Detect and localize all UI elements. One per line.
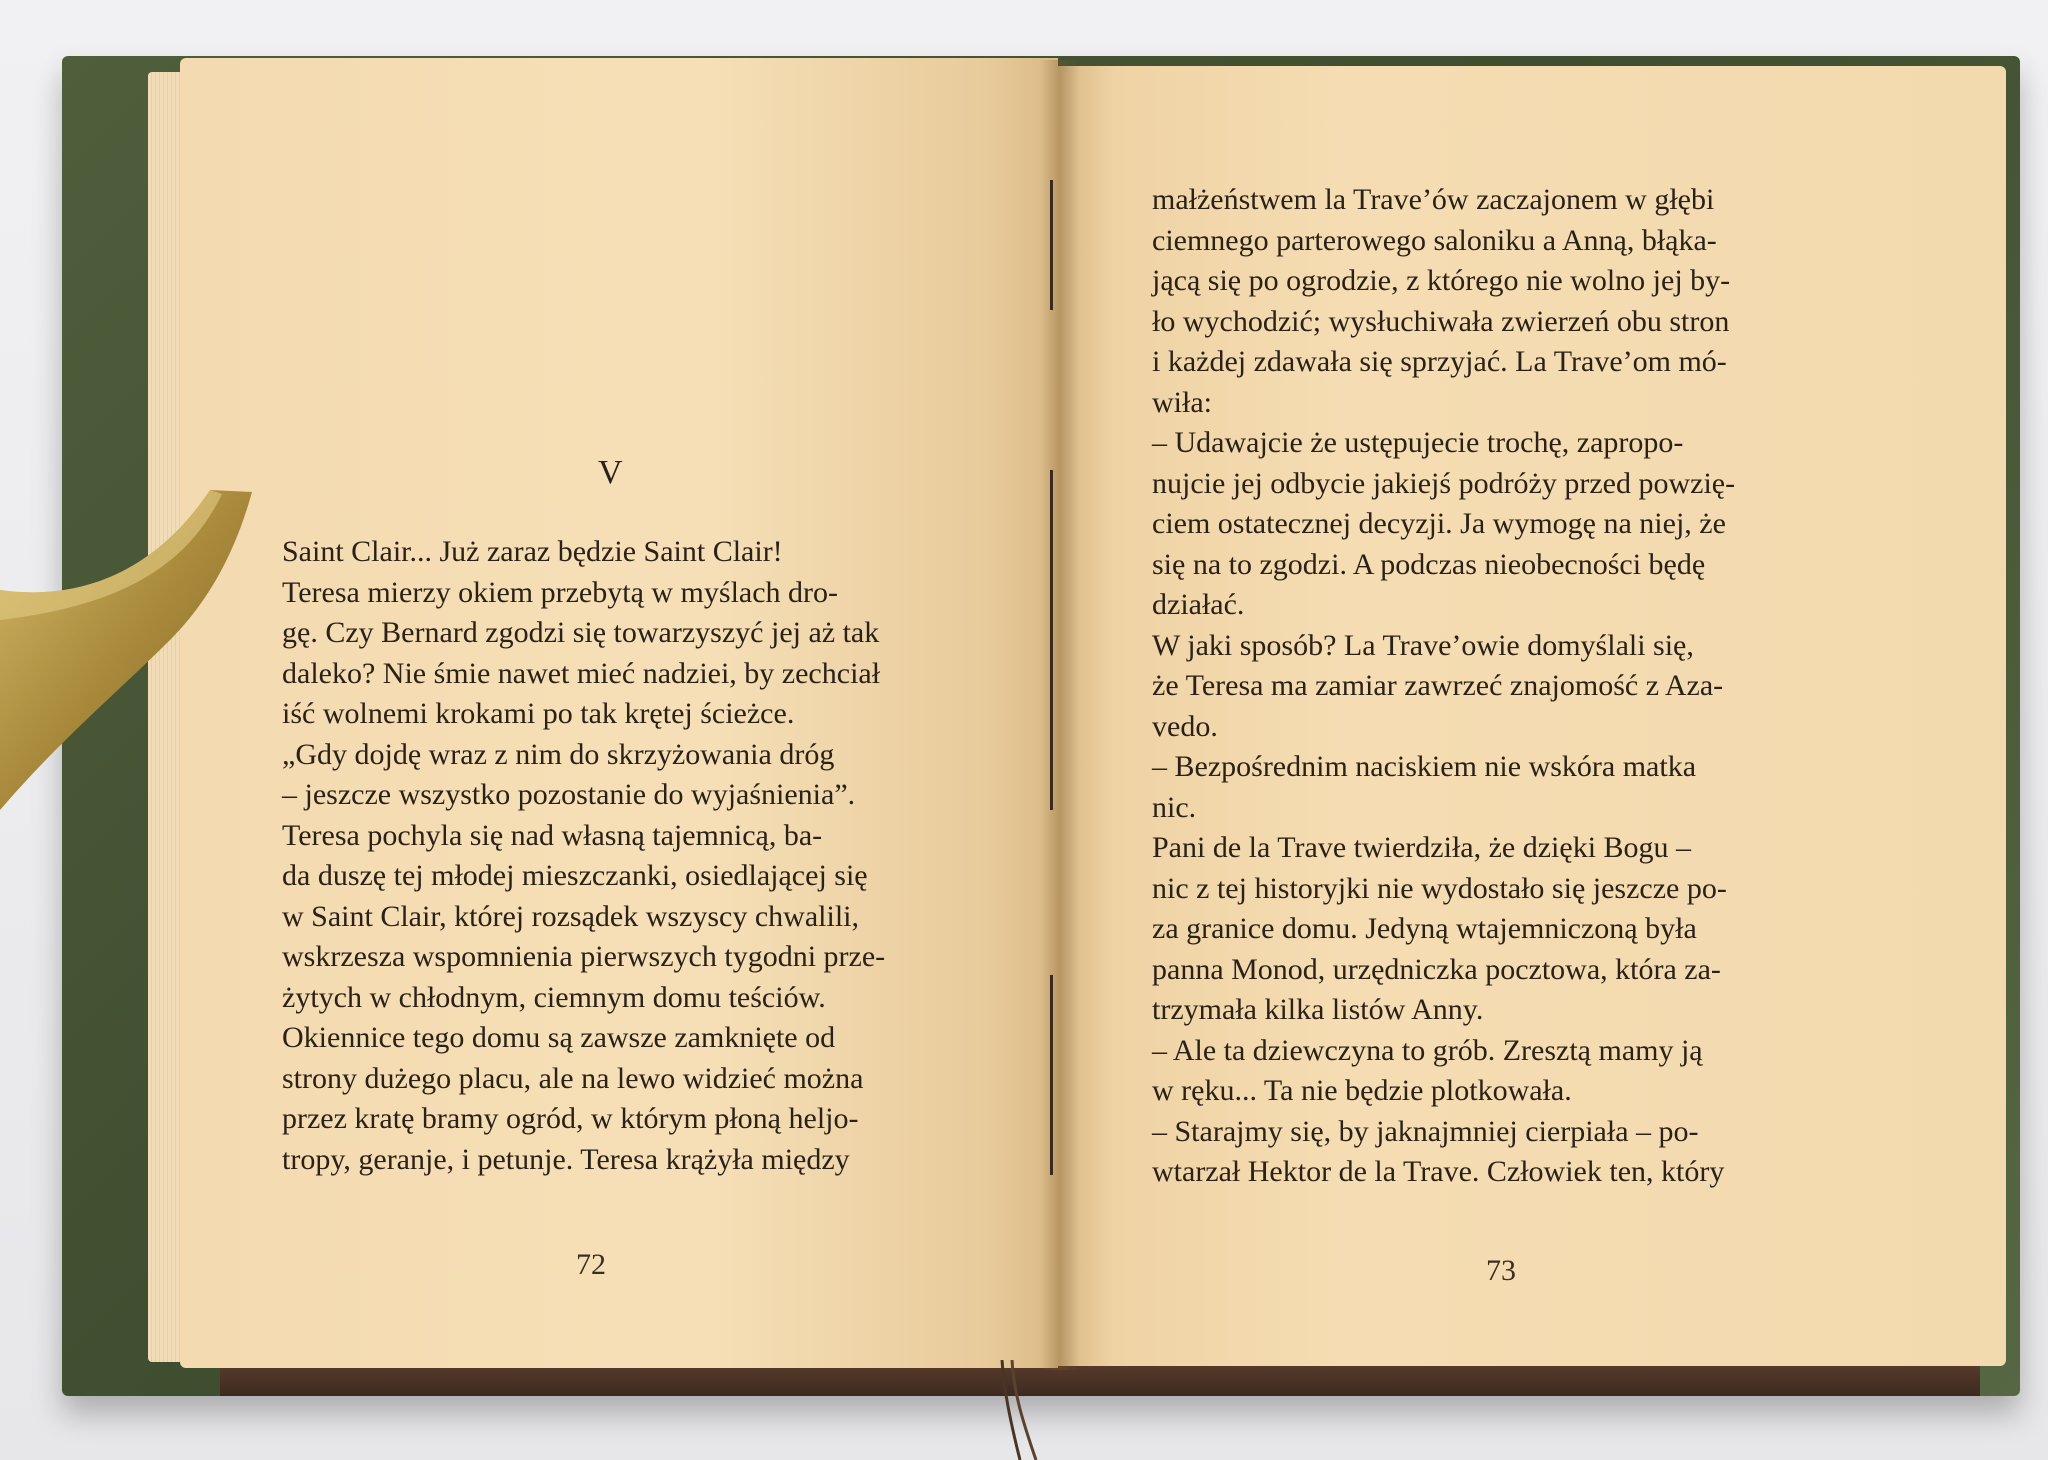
text-line: wtarzał Hektor de la Trave. Człowiek ten, który [1152, 1155, 1725, 1188]
text-line: że Teresa ma zamiar zawrzeć znajomość z Aza- [1152, 669, 1724, 702]
text-line: Teresa pochyla się nad własną tajemnicą, ba- [282, 818, 823, 852]
text-line: – Ale ta dziewczyna to grób. Zresztą mamy ją [1152, 1033, 1703, 1067]
text-line: vedo. [1152, 709, 1218, 743]
text-line: Okiennice tego domu są zawsze zamknięte od [282, 1021, 836, 1054]
text-line: się na to zgodzi. A podczas nieobecności będę [1152, 547, 1706, 581]
text-line: – Udawajcie że ustępujecie trochę, zapropo- [1152, 426, 1684, 459]
brass-page-marker [0, 480, 270, 840]
text-line: działać. [1152, 588, 1245, 621]
text-line: strony dużego placu, ale na lewo widzieć można [282, 1061, 864, 1095]
text-line: – Bezpośrednim naciskiem nie wskóra matka [1152, 750, 1697, 783]
right-page-text [1152, 180, 1735, 1193]
text-line: iść wolnemi krokami po tak krętej ścieżce. [282, 697, 795, 730]
left-page-text [282, 532, 885, 1180]
left-page-number: 72 [576, 1248, 606, 1281]
text-line: nic. [1152, 790, 1197, 824]
text-line: w ręku... Ta nie będzie plotkowała. [1152, 1074, 1572, 1107]
text-line: – jeszcze wszystko pozostanie do wyjaśnienia”. [282, 778, 856, 811]
text-line: żytych w chłodnym, ciemnym domu teściów. [282, 980, 826, 1014]
text-line: daleko? Nie śmie nawet mieć nadziei, by zechciał [282, 656, 881, 690]
text-line: nujcie jej odbycie jakiejś podróży przed powzię- [1152, 466, 1736, 500]
text-line: W jaki sposób? La Trave’owie domyślali się, [1152, 628, 1694, 662]
text-line: Saint Clair... Już zaraz będzie Saint Clair! [282, 535, 783, 568]
text-line: wiła: [1152, 385, 1212, 419]
text-line: ciem ostatecznej decyzji. Ja wymogę na niej, że [1152, 507, 1726, 540]
book-gutter [1040, 60, 1080, 1370]
binding-thread [1050, 180, 1053, 310]
text-line: – Starajmy się, by jaknajmniej cierpiała – po- [1152, 1114, 1699, 1148]
text-line: i każdej zdawała się sprzyjać. La Trave’om mó- [1152, 345, 1727, 378]
bookmark-ribbon [990, 1360, 1050, 1460]
text-line: panna Monod, urzędniczka pocztowa, która za- [1152, 952, 1721, 986]
text-line: za granice domu. Jedyną wtajemniczoną była [1152, 912, 1697, 945]
text-line: „Gdy dojdę wraz z nim do skrzyżowania dróg [282, 737, 835, 771]
text-line: wskrzesza wspomnienia pierwszych tygodni prze- [282, 940, 886, 973]
text-line: Pani de la Trave twierdziła, że dzięki Bogu – [1152, 831, 1692, 864]
text-line: małżeństwem la Trave’ów zaczajonem w głębi [1152, 183, 1715, 216]
text-line: Teresa mierzy okiem przebytą w myślach dro- [282, 575, 839, 609]
chapter-number: V [598, 454, 623, 491]
binding-thread [1050, 470, 1053, 810]
text-line: ciemnego parterowego saloniku a Anną, błąka- [1152, 223, 1717, 257]
right-page-number: 73 [1486, 1254, 1516, 1287]
binding-thread [1050, 975, 1053, 1175]
text-line: gę. Czy Bernard zgodzi się towarzyszyć jej aż tak [282, 616, 880, 649]
text-line: przez kratę bramy ogród, w którym płoną heljo- [282, 1102, 859, 1135]
text-line: trzymała kilka listów Anny. [1152, 993, 1484, 1026]
text-line: w Saint Clair, której rozsądek wszyscy chwalili, [282, 899, 859, 933]
text-line: ło wychodzić; wysłuchiwała zwierzeń obu stron [1152, 304, 1730, 338]
text-line: jącą się po ogrodzie, z którego nie wolno jej by- [1152, 264, 1731, 297]
text-line: da duszę tej młodej mieszczanki, osiedlającej się [282, 859, 868, 892]
text-line: nic z tej historyjki nie wydostało się jeszcze po- [1152, 871, 1727, 905]
text-line: tropy, geranje, i petunje. Teresa krążyła między [282, 1142, 850, 1176]
